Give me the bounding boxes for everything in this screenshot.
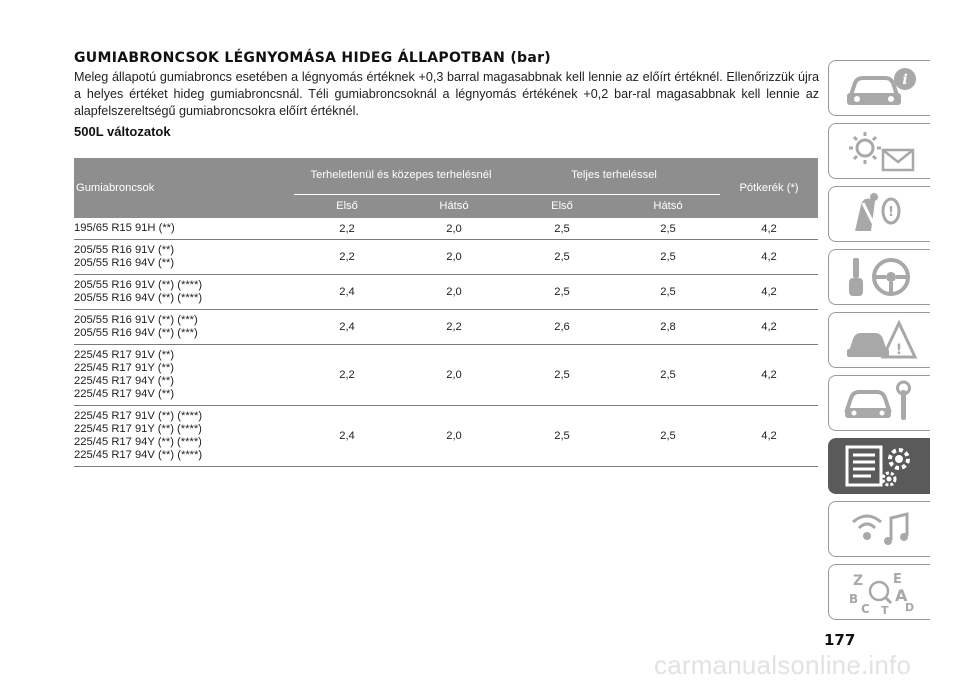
pressure-medium-front: 2,4	[294, 275, 400, 310]
tyre-size: 225/45 R17 94V (**)	[74, 388, 175, 400]
pressure-full-rear: 2,8	[616, 310, 720, 345]
technical-data-icon	[841, 443, 919, 489]
lights-message-icon	[841, 128, 919, 174]
header-medium-rear: Hátsó	[400, 194, 508, 218]
tab-multimedia[interactable]	[828, 501, 930, 557]
tyre-size: 225/45 R17 94Y (**)	[74, 375, 174, 387]
tyre-size-cell	[74, 218, 294, 240]
tab-technical-data[interactable]	[828, 438, 930, 494]
pressure-full-front: 2,5	[508, 275, 616, 310]
index-letter: T	[880, 604, 889, 615]
tab-car-info[interactable]	[828, 60, 930, 116]
multimedia-icon	[841, 506, 919, 552]
pressure-spare: 4,2	[720, 240, 818, 275]
tyre-size: 205/55 R16 94V (**) (****)	[74, 292, 203, 304]
header-spare: Pótkerék (*)	[720, 158, 818, 218]
tyre-size: 225/45 R17 91Y (**)	[74, 362, 174, 374]
pressure-spare: 4,2	[720, 345, 818, 406]
pressure-full-rear: 2,5	[616, 406, 720, 467]
tyre-size-cell	[74, 240, 294, 275]
svg-text:!: !	[895, 342, 902, 358]
tyre-size: 225/45 R17 91Y (**) (****)	[74, 423, 202, 435]
index-letters-icon	[841, 569, 919, 615]
tyre-size: 195/65 R15 91H (**)	[74, 222, 175, 234]
tyre-size: 205/55 R16 94V (**) (***)	[74, 327, 198, 339]
tyre-size: 225/45 R17 94Y (**) (****)	[74, 436, 202, 448]
watermark: carmanualsonline.info	[654, 650, 912, 680]
pressure-medium-front: 2,2	[294, 218, 400, 240]
index-letter: Z	[852, 573, 863, 589]
tyre-size-cell	[74, 345, 294, 406]
svg-text:!: !	[887, 205, 894, 220]
tyre-size: 225/45 R17 94V (**) (****)	[74, 449, 203, 461]
pressure-spare: 4,2	[720, 218, 818, 240]
tyre-size-cell	[74, 310, 294, 345]
pressure-full-rear: 2,5	[616, 345, 720, 406]
pressure-full-rear: 2,5	[616, 218, 720, 240]
tyre-size-cell	[74, 406, 294, 467]
pressure-medium-rear: 2,0	[400, 218, 508, 240]
pressure-full-rear: 2,5	[616, 240, 720, 275]
pressure-full-front: 2,6	[508, 310, 616, 345]
warning-breakdown-icon	[841, 317, 919, 363]
tyre-size: 205/55 R16 91V (**) (***)	[74, 314, 198, 326]
pressure-spare: 4,2	[720, 406, 818, 467]
tyre-size: 205/55 R16 94V (**)	[74, 257, 175, 269]
tyre-pressure-table	[74, 158, 818, 467]
tyre-size: 205/55 R16 91V (**)	[74, 244, 175, 256]
pressure-medium-rear: 2,0	[400, 240, 508, 275]
seatbelt-airbag-icon	[841, 191, 919, 237]
table-row	[74, 218, 818, 240]
pressure-medium-front: 2,2	[294, 240, 400, 275]
svg-text:i: i	[901, 72, 908, 88]
key-steering-wheel-icon	[841, 254, 919, 300]
table-row	[74, 240, 818, 275]
pressure-full-front: 2,5	[508, 240, 616, 275]
table-row	[74, 345, 818, 406]
page-number: 177	[824, 631, 856, 649]
pressure-medium-rear: 2,0	[400, 275, 508, 310]
pressure-full-front: 2,5	[508, 406, 616, 467]
index-letter: E	[892, 572, 902, 587]
index-letter: C	[860, 602, 870, 615]
index-letter: A	[894, 586, 907, 605]
pressure-medium-front: 2,4	[294, 406, 400, 467]
header-full-load: Teljes terheléssel	[508, 158, 720, 194]
table-row	[74, 275, 818, 310]
header-medium-load: Terheletlenül és közepes terhelésnél	[294, 158, 508, 194]
header-full-rear: Hátsó	[616, 194, 720, 218]
tab-starting-driving[interactable]	[828, 249, 930, 305]
header-full-front: Első	[508, 194, 616, 218]
pressure-medium-rear: 2,2	[400, 310, 508, 345]
pressure-full-front: 2,5	[508, 218, 616, 240]
pressure-spare: 4,2	[720, 275, 818, 310]
tab-emergency[interactable]	[828, 312, 930, 368]
pressure-medium-front: 2,4	[294, 310, 400, 345]
index-letter: D	[904, 601, 914, 614]
tab-safety[interactable]	[828, 186, 930, 242]
tyre-size: 225/45 R17 91V (**)	[74, 349, 175, 361]
table-row	[74, 406, 818, 467]
pressure-full-front: 2,5	[508, 345, 616, 406]
tab-lights-messages[interactable]	[828, 123, 930, 179]
header-tyres: Gumiabroncsok	[74, 158, 294, 218]
index-letter: B	[848, 592, 858, 606]
section-subheading: 500L változatok	[74, 124, 171, 139]
tyre-size-cell	[74, 275, 294, 310]
pressure-spare: 4,2	[720, 310, 818, 345]
tab-index[interactable]	[828, 564, 930, 620]
pressure-medium-rear: 2,0	[400, 345, 508, 406]
page-heading: GUMIABRONCSOK LÉGNYOMÁSA HIDEG ÁLLAPOTBAN (bar)	[74, 50, 552, 66]
pressure-medium-front: 2,2	[294, 345, 400, 406]
car-maintenance-icon	[841, 380, 919, 426]
pressure-medium-rear: 2,0	[400, 406, 508, 467]
tyre-size: 225/45 R17 91V (**) (****)	[74, 410, 203, 422]
car-info-icon	[841, 65, 919, 111]
intro-paragraph: Meleg állapotú gumiabroncs esetében a légnyomás értéknek +0,3 barral magasabbnak kell lennie az előírt értéknél. Ellenőrizzük újra a helyes értéket hideg gumiabroncsnál. Téli gumiabroncsoknál a légnyomás értékének +0,2 bar-ral magasabbnak kell lennie az alapfelszereltségű gumiabroncsokra előírt értéknél.	[74, 70, 819, 118]
table-row	[74, 310, 818, 345]
tab-maintenance[interactable]	[828, 375, 930, 431]
pressure-full-rear: 2,5	[616, 275, 720, 310]
tyre-size: 205/55 R16 91V (**) (****)	[74, 279, 203, 291]
header-medium-front: Első	[294, 194, 400, 218]
